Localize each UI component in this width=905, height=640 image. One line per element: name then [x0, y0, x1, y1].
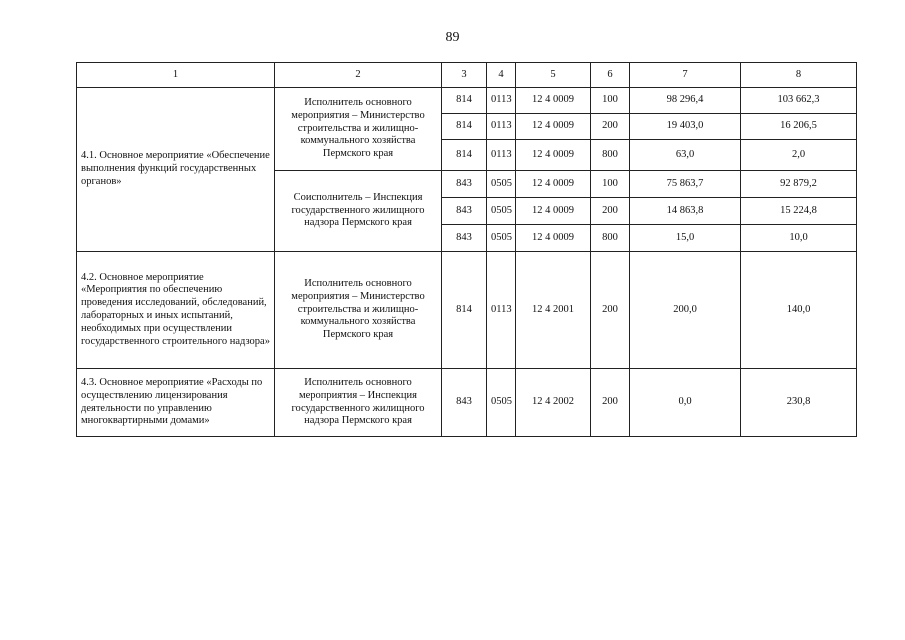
- section-code-cell: 0505: [487, 171, 516, 198]
- amount-cell: 140,0: [741, 252, 857, 369]
- activity-cell: 4.2. Основное мероприятие «Мероприятия по обеспечению проведения исследований, обследований, лабораторных и иных испытаний, необходимых при осуществлении государственного строительного надзора»: [77, 252, 275, 369]
- expense-type-cell: 800: [591, 225, 630, 252]
- section-code-cell: 0505: [487, 198, 516, 225]
- amount-cell: 15 224,8: [741, 198, 857, 225]
- section-code-cell: 0505: [487, 225, 516, 252]
- target-code-cell: 12 4 0009: [516, 198, 591, 225]
- expense-type-cell: 200: [591, 198, 630, 225]
- amount-cell: 0,0: [630, 369, 741, 437]
- table-row: [77, 369, 857, 437]
- performer-cell: Исполнитель основного мероприятия – Инспекция государственного жилищного надзора Пермского края: [275, 369, 442, 437]
- amount-cell: 15,0: [630, 225, 741, 252]
- column-number-cell: 3: [442, 63, 487, 88]
- amount-cell: 103 662,3: [741, 88, 857, 114]
- admin-code-cell: 814: [442, 88, 487, 114]
- amount-cell: 2,0: [741, 140, 857, 171]
- section-code-cell: 0505: [487, 369, 516, 437]
- target-code-cell: 12 4 0009: [516, 114, 591, 140]
- expense-type-cell: 200: [591, 114, 630, 140]
- performer-cell: Соисполнитель – Инспекция государственного жилищного надзора Пермского края: [275, 171, 442, 252]
- section-code-cell: 0113: [487, 114, 516, 140]
- activity-cell: 4.1. Основное мероприятие «Обеспечение выполнения функций государственных органов»: [77, 88, 275, 252]
- activity-cell: 4.3. Основное мероприятие «Расходы по осуществлению лицензирования деятельности по управлению многоквартирными домами»: [77, 369, 275, 437]
- section-code-cell: 0113: [487, 88, 516, 114]
- target-code-cell: 12 4 2001: [516, 252, 591, 369]
- column-number-cell: 8: [741, 63, 857, 88]
- amount-cell: 200,0: [630, 252, 741, 369]
- admin-code-cell: 843: [442, 171, 487, 198]
- admin-code-cell: 843: [442, 225, 487, 252]
- column-number-row: [77, 63, 857, 88]
- amount-cell: 230,8: [741, 369, 857, 437]
- column-number-cell: 6: [591, 63, 630, 88]
- amount-cell: 92 879,2: [741, 171, 857, 198]
- admin-code-cell: 814: [442, 114, 487, 140]
- column-number-cell: 7: [630, 63, 741, 88]
- page-number: 89: [445, 30, 460, 45]
- target-code-cell: 12 4 0009: [516, 88, 591, 114]
- amount-cell: 63,0: [630, 140, 741, 171]
- admin-code-cell: 814: [442, 140, 487, 171]
- admin-code-cell: 843: [442, 369, 487, 437]
- column-number-cell: 2: [275, 63, 442, 88]
- performer-cell: Исполнитель основного мероприятия – Министерство строительства и жилищно-коммунального хозяйства Пермского края: [275, 88, 442, 171]
- section-code-cell: 0113: [487, 140, 516, 171]
- column-number-cell: 4: [487, 63, 516, 88]
- target-code-cell: 12 4 0009: [516, 225, 591, 252]
- column-number-cell: 1: [77, 63, 275, 88]
- expense-type-cell: 100: [591, 88, 630, 114]
- amount-cell: 10,0: [741, 225, 857, 252]
- column-number-cell: 5: [516, 63, 591, 88]
- target-code-cell: 12 4 0009: [516, 140, 591, 171]
- budget-table: [76, 62, 857, 437]
- amount-cell: 16 206,5: [741, 114, 857, 140]
- performer-cell: Исполнитель основного мероприятия – Министерство строительства и жилищно-коммунального хозяйства Пермского края: [275, 252, 442, 369]
- table-row: [77, 88, 857, 114]
- expense-type-cell: 200: [591, 252, 630, 369]
- amount-cell: 14 863,8: [630, 198, 741, 225]
- expense-type-cell: 100: [591, 171, 630, 198]
- expense-type-cell: 800: [591, 140, 630, 171]
- amount-cell: 98 296,4: [630, 88, 741, 114]
- amount-cell: 19 403,0: [630, 114, 741, 140]
- admin-code-cell: 843: [442, 198, 487, 225]
- expense-type-cell: 200: [591, 369, 630, 437]
- table-row: [77, 252, 857, 369]
- section-code-cell: 0113: [487, 252, 516, 369]
- amount-cell: 75 863,7: [630, 171, 741, 198]
- target-code-cell: 12 4 0009: [516, 171, 591, 198]
- target-code-cell: 12 4 2002: [516, 369, 591, 437]
- admin-code-cell: 814: [442, 252, 487, 369]
